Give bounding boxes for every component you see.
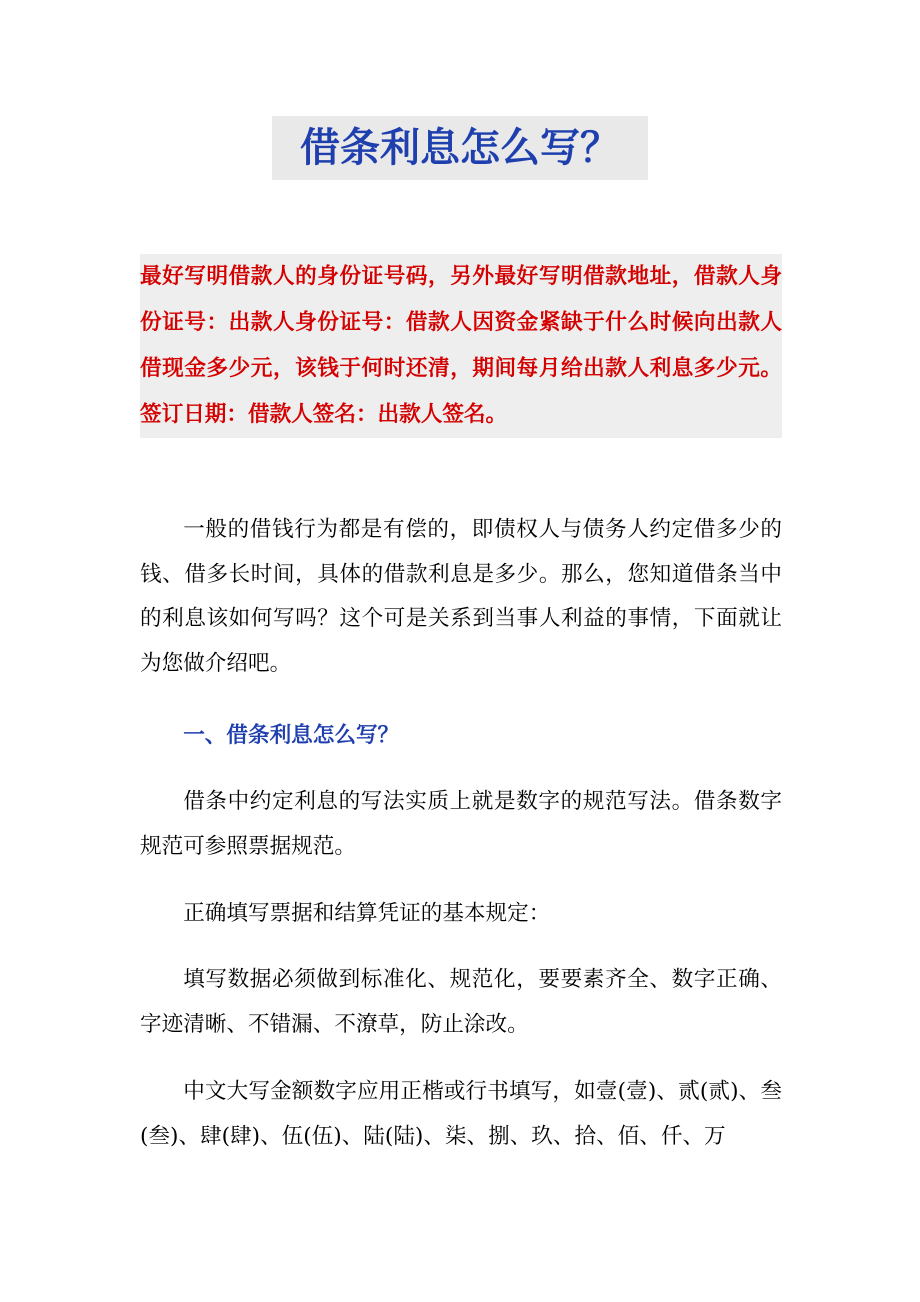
intro-paragraph: 一般的借钱行为都是有偿的，即债权人与债务人约定借多少的钱、借多长时间，具体的借款利息是多少。那么，您知道借条当中的利息该如何写吗？这个可是关系到当事人利益的事情，下面就让为您做介绍吧。 [140, 517, 782, 676]
title-highlight [272, 116, 648, 180]
body-paragraph: 中文大写金额数字应用正楷或行书填写，如壹(壹)、贰(贰)、叁(叁)、肆(肆)、伍(伍)、陆(陆)、柒、捌、玖、拾、佰、仟、万 [140, 1079, 782, 1149]
page-title: 借条利息怎么写？ [300, 125, 620, 171]
body-paragraph: 正确填写票据和结算凭证的基本规定： [183, 901, 551, 926]
section-heading: 一、借条利息怎么写？ [183, 723, 400, 748]
abstract-paragraph: 最好写明借款人的身份证号码，另外最好写明借款地址，借款人身份证号：出款人身份证号：借款人因资金紧缺于什么时候向出款人借现金多少元，该钱于何时还清，期间每月给出款人利息多少元。签订日期：借款人签名：出款人签名。 [140, 254, 782, 438]
body-paragraph: 填写数据必须做到标准化、规范化，要要素齐全、数字正确、字迹清晰、不错漏、不潦草，防止涂改。 [140, 967, 782, 1037]
body-paragraph: 借条中约定利息的写法实质上就是数字的规范写法。借条数字规范可参照票据规范。 [140, 789, 782, 859]
